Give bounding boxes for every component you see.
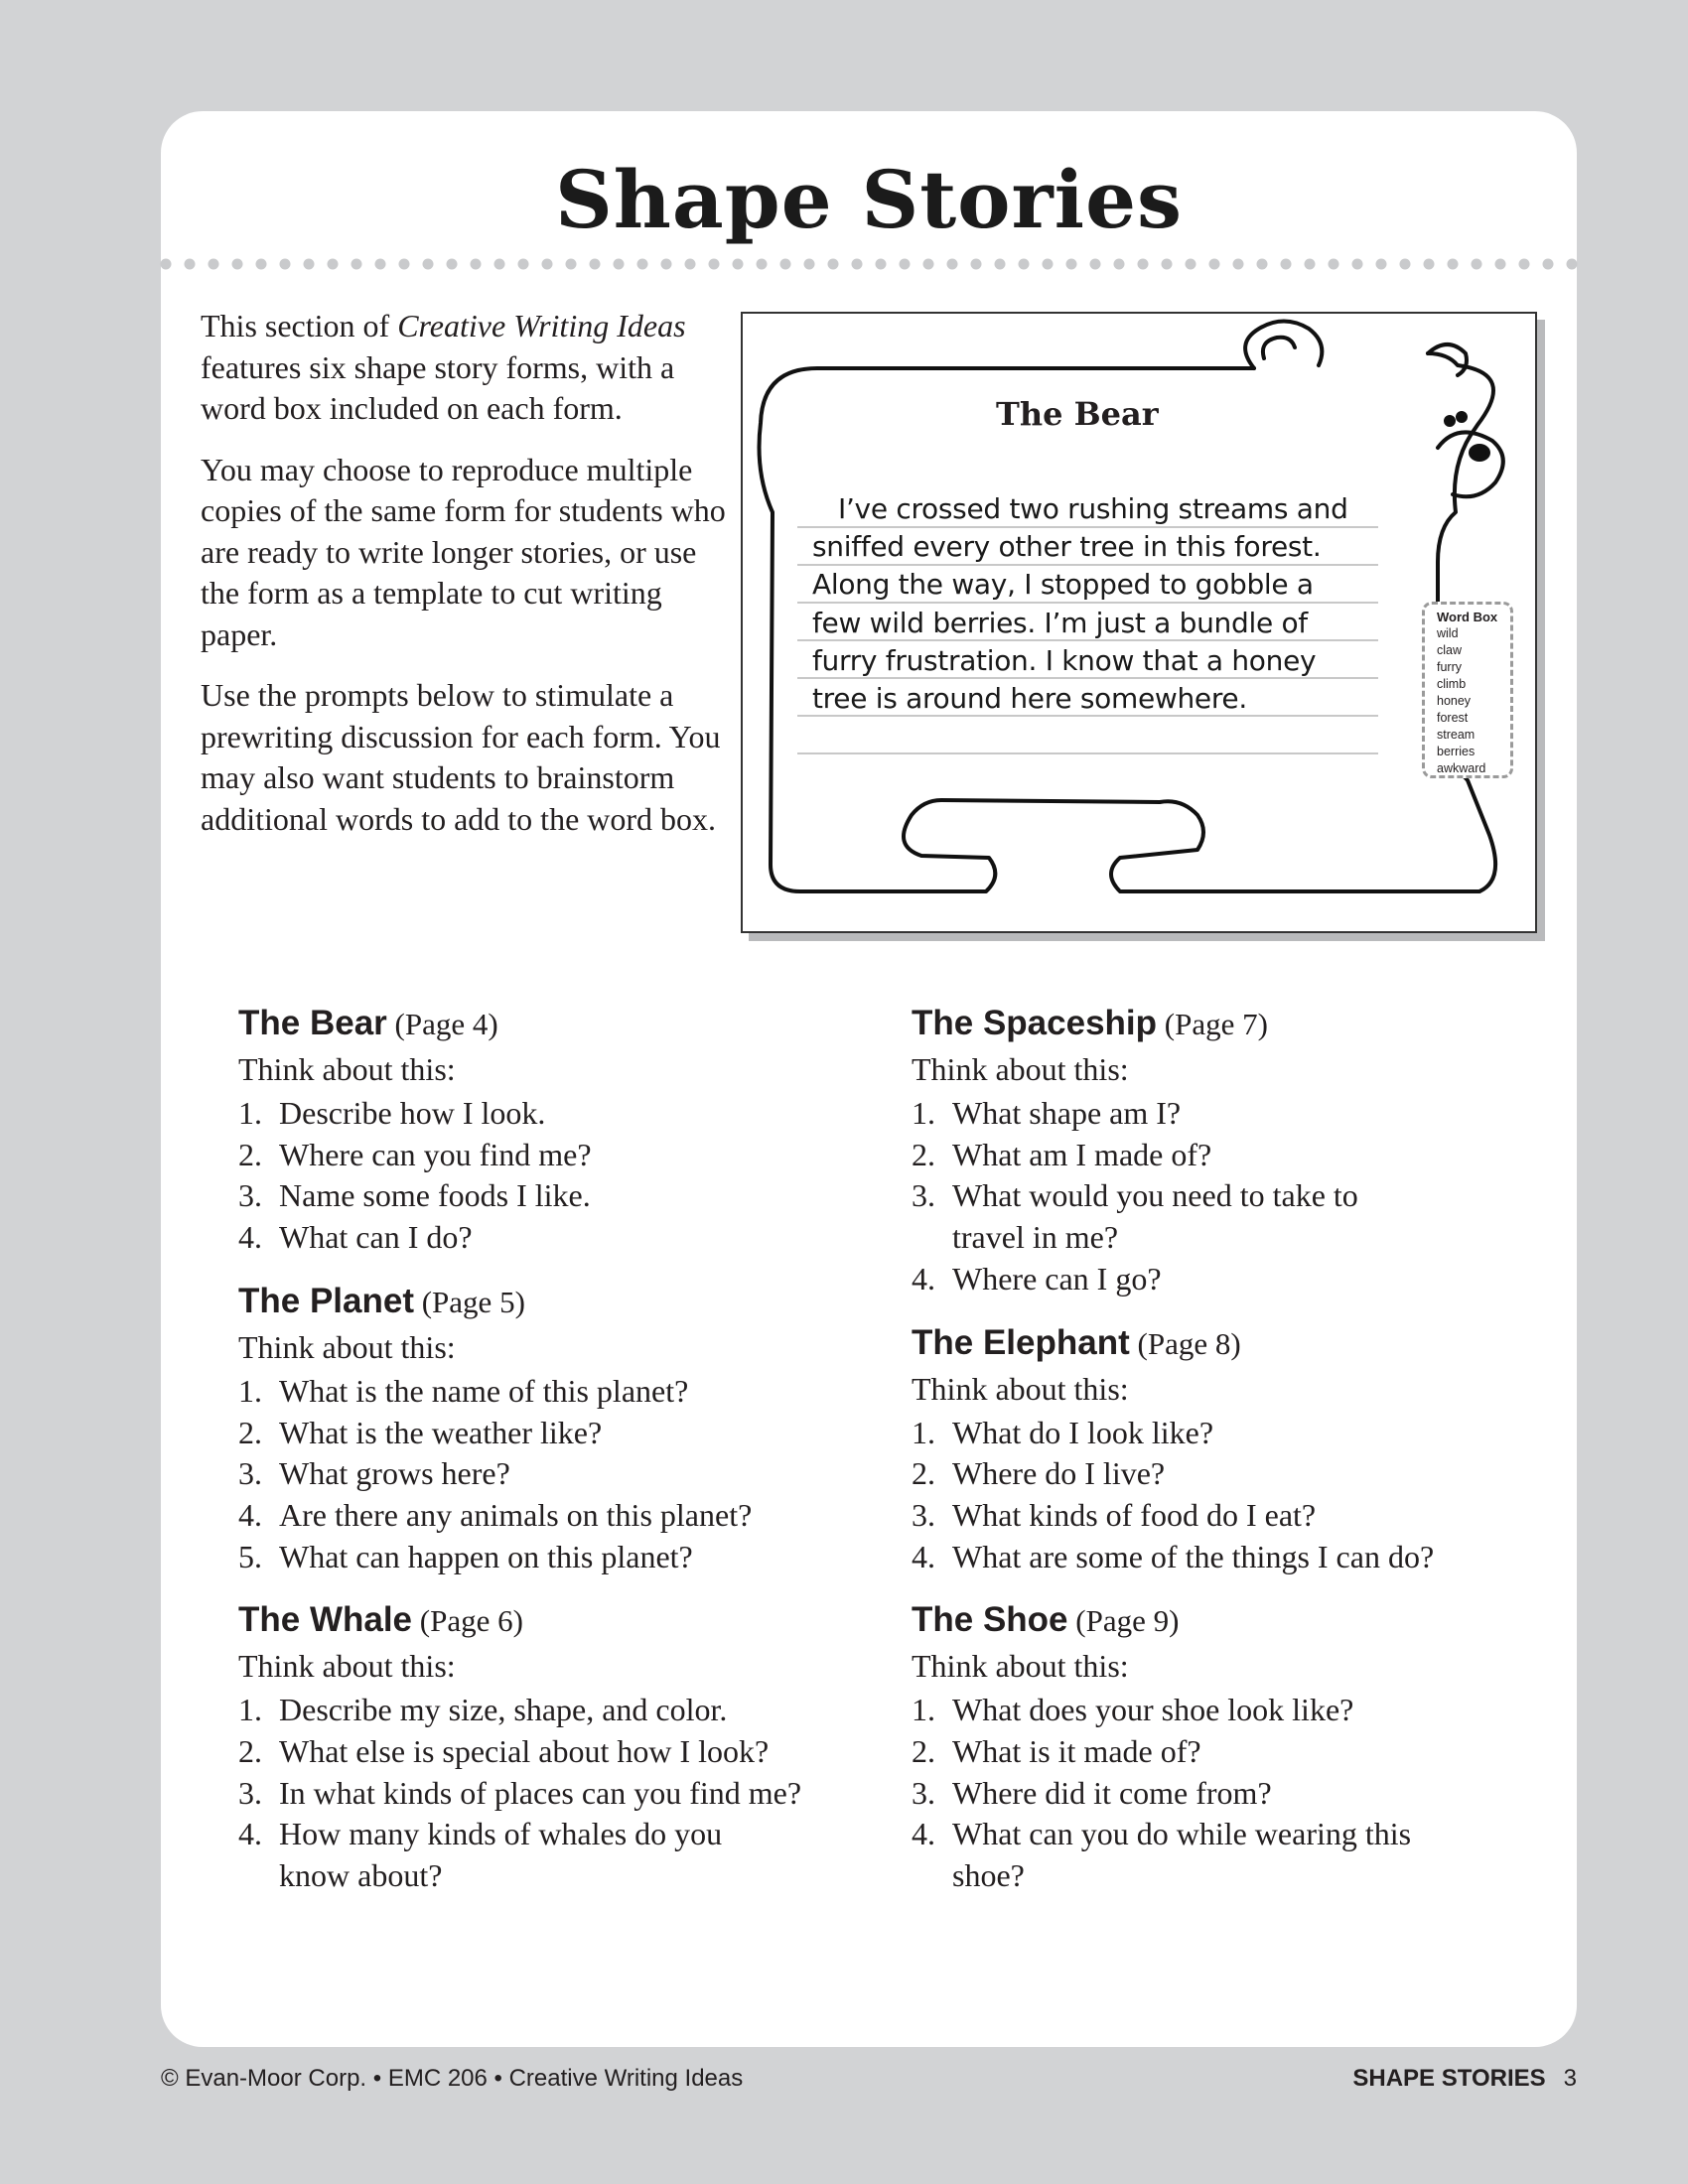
question-list (912, 1413, 1527, 1578)
word-box-title: Word Box (1437, 610, 1498, 624)
intro-text (201, 306, 737, 860)
question-item: 3. Where did it come from? (912, 1774, 1272, 1811)
word-box-word: claw (1437, 643, 1463, 657)
question-item: 2. What is the weather like? (238, 1414, 603, 1450)
dotted-divider (159, 257, 1579, 271)
question-item: 4. What can I do? (238, 1219, 473, 1256)
question-item: 4. What are some of the things I can do? (912, 1538, 1435, 1574)
content-card (161, 111, 1577, 2047)
prompt-section-bear (238, 1003, 854, 1259)
sample-title: The Bear (996, 395, 1159, 433)
question-item: 2. Where can you find me? (238, 1136, 592, 1172)
question-item: 5. What can happen on this planet? (238, 1538, 693, 1574)
question-list (238, 1371, 854, 1578)
intro-paragraph-1: This section of Creative Writing Ideas features six shape story forms, with a word box included on each form. (201, 308, 686, 426)
prompt-section-shoe (912, 1599, 1527, 1897)
prompt-section-spaceship (912, 1003, 1527, 1300)
prompts-left-column (238, 1003, 854, 1919)
word-box-word: awkward (1437, 761, 1486, 775)
page-number: 3 (1563, 2065, 1577, 2092)
word-box-word: honey (1437, 694, 1472, 708)
question-list (912, 1690, 1527, 1897)
question-item: 3. What would you need to take to travel in me? (912, 1177, 1358, 1256)
question-item: 3. Name some foods I like. (238, 1177, 591, 1214)
footer-copyright: © Evan-Moor Corp. • EMC 206 • Creative Writing Ideas (161, 2065, 744, 2092)
section-heading: The Elephant (Page 8) (912, 1322, 1241, 1362)
prompts-right-column (912, 1003, 1527, 1919)
question-item: 3. What kinds of food do I eat? (912, 1496, 1317, 1533)
prompt-section-whale (238, 1599, 854, 1897)
footer-section-label: SHAPE STORIES 3 (1352, 2065, 1577, 2092)
question-item: 4. Where can I go? (912, 1260, 1162, 1297)
section-heading: The Whale (Page 6) (238, 1600, 523, 1640)
think-label: Think about this: (238, 1051, 456, 1087)
question-item: 1. What shape am I? (912, 1095, 1182, 1131)
question-list (238, 1093, 854, 1259)
question-item: 3. In what kinds of places can you find me? (238, 1774, 802, 1811)
word-box-word: forest (1437, 711, 1469, 725)
question-item: 4. How many kinds of whales do you know about? (238, 1816, 723, 1894)
think-label: Think about this: (912, 1370, 1129, 1407)
question-item: 2. What am I made of? (912, 1136, 1212, 1172)
question-item: 3. What grows here? (238, 1455, 510, 1492)
question-list (238, 1690, 854, 1897)
prompt-section-elephant (912, 1322, 1527, 1578)
question-list (912, 1093, 1527, 1300)
word-box-word: stream (1437, 728, 1476, 742)
word-box (1422, 602, 1513, 778)
think-label: Think about this: (238, 1328, 456, 1365)
section-heading: The Bear (Page 4) (238, 1004, 498, 1042)
think-label: Think about this: (238, 1648, 456, 1685)
page-title: Shape Stories (554, 153, 1184, 246)
intro-paragraph-2: You may choose to reproduce multiple copies of the same form for students who are ready to write longer stories, or use the form as a template to cut writing paper. (201, 451, 726, 652)
question-item: 1. What is the name of this planet? (238, 1372, 689, 1409)
intro-paragraph-3: Use the prompts below to stimulate a prewriting discussion for each form. You may also want students to brainstorm additional words to add to the word box. (201, 677, 721, 837)
word-box-word: furry (1437, 660, 1462, 674)
sample-bear-form (741, 312, 1537, 933)
question-item: 2. What else is special about how I look? (238, 1733, 770, 1770)
word-box-word: berries (1437, 745, 1476, 758)
sample-story: I’ve crossed two rushing streams and sniffed every other tree in this forest. Along the way, I stopped to gobble a few wild berries. I’m just a bundle of furry frustration. I know that a honey tree is around here somewhere. (812, 492, 1348, 716)
question-item: 1. Describe my size, shape, and color. (238, 1692, 728, 1728)
think-label: Think about this: (912, 1648, 1129, 1685)
section-heading: The Planet (Page 5) (238, 1281, 525, 1320)
word-box-word: wild (1437, 626, 1459, 640)
question-item: 2. What is it made of? (912, 1733, 1201, 1770)
word-box-word: climb (1437, 677, 1467, 691)
think-label: Think about this: (912, 1051, 1129, 1087)
question-item: 1. What does your shoe look like? (912, 1692, 1354, 1728)
question-item: 4. Are there any animals on this planet? (238, 1496, 753, 1533)
question-item: 2. Where do I live? (912, 1455, 1166, 1492)
question-item: 4. What can you do while wearing this shoe? (912, 1816, 1412, 1894)
section-heading: The Shoe (Page 9) (912, 1600, 1180, 1640)
section-heading: The Spaceship (Page 7) (912, 1004, 1268, 1042)
book-title: Creative Writing Ideas (397, 308, 686, 343)
prompt-section-planet (238, 1281, 854, 1578)
question-item: 1. Describe how I look. (238, 1095, 546, 1131)
question-item: 1. What do I look like? (912, 1414, 1214, 1450)
